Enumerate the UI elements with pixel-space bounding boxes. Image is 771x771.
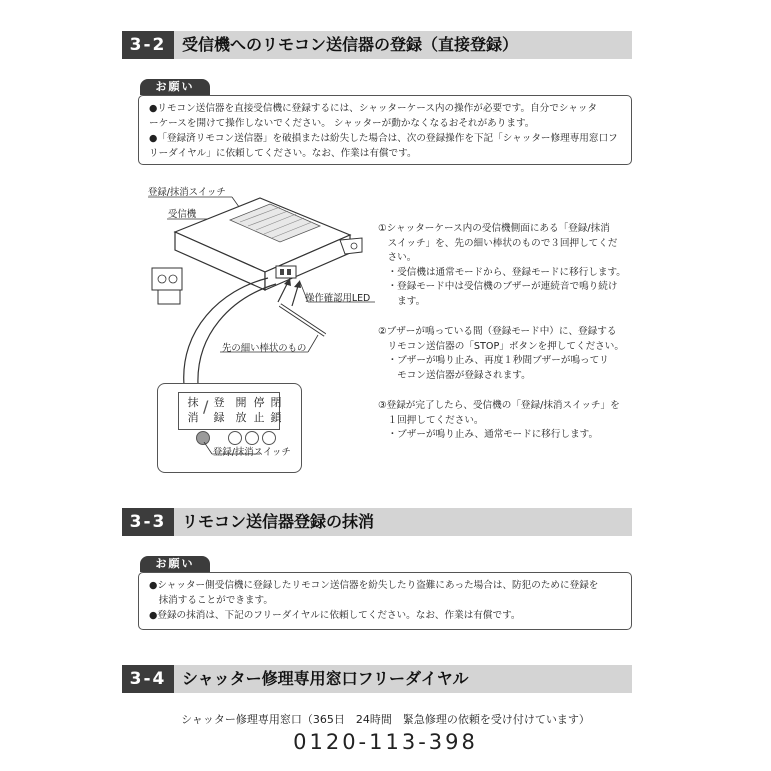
notice-box [138,572,632,630]
step-line: ②ブザーが鳴っている間（登録モード中）に、登録する [378,326,617,337]
notice-line: ●「登録済リモコン送信器」を破損または紛失した場合は、次の登録操作を下記「シャッター修理専用窓口フ [149,133,618,144]
section-number: 3-2 [122,31,174,59]
step-line: ・登録モード中は受信機のブザーが連続音で鳴り続け [378,281,618,292]
free-dial-description: シャッター修理専用窓口（365日 24時間 緊急修理の依頼を受け付けています） [181,713,590,726]
notice-tag: お願い [140,79,210,95]
step-line: リモコン送信器の「STOP」ボタンを押してください。 [378,340,624,352]
step-line: ③登録が完了したら、受信機の「登録/抹消スイッチ」を [378,400,620,411]
step-line: モコン送信器が登録されます。 [378,369,531,381]
notice-line: ●リモコン送信器を直接受信機に登録するには、シャッターケース内の操作が必要です。自分でシャッタ [149,103,598,114]
section-title: リモコン送信器登録の抹消 [182,512,375,531]
section-title: シャッター修理専用窓口フリーダイヤル [182,669,469,688]
step-line: ・ブザーが鳴り止み、再度１秒間ブザーが鳴ってリ [378,355,609,366]
close-button [262,431,276,445]
section-header-3-4 [122,665,632,693]
section-header-3-2 [122,31,632,59]
procedure-steps [378,222,640,443]
notice-box [138,95,632,165]
label-led: 操作確認用LED [305,293,371,304]
step-line: ・ブザーが鳴り止み、通常モードに移行します。 [378,429,599,440]
section-number: 3-3 [122,508,174,536]
notice-tag: お願い [140,556,210,572]
section-title: 受信機へのリモコン送信器の登録（直接登録） [182,35,519,54]
label-receiver: 受信機 [168,209,197,220]
section-number: 3-4 [122,665,174,693]
free-dial-number: 0120-113-398 [293,730,478,754]
step-line: ます。 [378,295,426,307]
panel-label-plate: 抹 消 / 登 録 開 放 停 止 閉 鎖 [178,392,280,430]
panel-label-stop: 停 止 [253,396,265,424]
step-line: １回押してください。 [378,414,484,426]
panel-label-close: 閉 鎖 [270,396,282,424]
label-register-switch: 登録/抹消スイッチ [148,187,226,198]
notice-line: ●シャッター側受信機に登録したリモコン送信器を紛失したり盗難にあった場合は、防犯のために登録を [149,580,599,591]
step-line: スイッチ」を、先の細い棒状のもので３回押してくだ [378,237,618,249]
step-line: ①シャッターケース内の受信機側面にある「登録/抹消 [378,223,610,234]
label-register-switch-panel: 登録/抹消スイッチ [213,447,291,458]
notice-line: ーケースを開けて操作しないでください。 シャッターが動かなくなるおそれがあります。 [149,118,535,129]
notice-line: 抹消することができます。 [149,595,273,606]
notice-line: ●登録の抹消は、下記のフリーダイヤルに依頼してください。なお、作業は有償です。 [149,610,521,621]
panel-label-register: 登 録 [213,396,225,424]
label-stick: 先の細い棒状のもの [222,343,307,354]
panel-label-erase: 抹 消 [187,396,199,424]
panel-label-open: 開 放 [235,396,247,424]
switch-panel [157,383,302,473]
section-header-3-3 [122,508,632,536]
notice-line: リーダイヤル」に依頼してください。なお、作業は有償です。 [149,148,417,159]
step-line: ・受信機は通常モードから、登録モードに移行します。 [378,266,626,278]
step-line: さい。 [378,252,417,263]
